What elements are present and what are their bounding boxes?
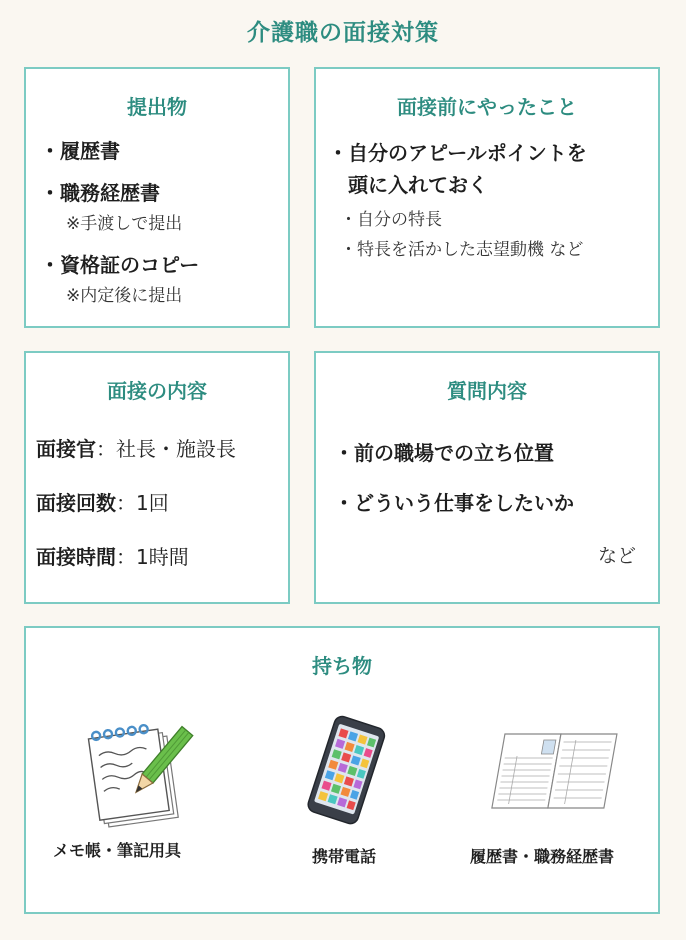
questions-card — [314, 351, 660, 604]
interview-row-duration — [36, 541, 189, 570]
questions-etc: など — [597, 545, 636, 567]
preparation-sub-motivation: ・特長を活かした志望動機 など — [340, 240, 584, 260]
belongings-label-notepad: メモ帳・筆記用具 — [52, 841, 181, 860]
interview-value-duration: ：1時間 — [116, 545, 189, 569]
interview-row-count — [36, 487, 169, 516]
belongings-title: 持ち物 — [312, 654, 372, 678]
submission-title: 提出物 — [127, 95, 187, 119]
submission-card — [24, 67, 290, 328]
preparation-sub-strength: ・自分の特長 — [340, 210, 442, 230]
interview-key-interviewer: 面接官 — [36, 437, 96, 461]
submission-note-after-offer: ※内定後に提出 — [66, 286, 183, 306]
interview-value-count: ：1回 — [116, 491, 169, 515]
interview-key-duration: 面接時間 — [36, 545, 116, 569]
question-item-position: ・前の職場での立ち位置 — [334, 441, 554, 465]
belongings-label-resume: 履歴書・職務経歴書 — [469, 847, 614, 866]
submission-item-resume: ・履歴書 — [40, 139, 120, 163]
submission-item-certificate-copy: ・資格証のコピー — [40, 253, 200, 277]
submission-note-hand-deliver: ※手渡しで提出 — [66, 214, 183, 234]
submission-item-career-history: ・職務経歴書 — [40, 181, 160, 205]
preparation-main-line1: ・自分のアピールポイントを — [328, 141, 587, 165]
preparation-card — [314, 67, 660, 328]
question-item-desired-work: ・どういう仕事をしたいか — [334, 491, 574, 515]
interview-title: 面接の内容 — [107, 379, 207, 403]
interview-value-interviewer: ：社長・施設長 — [96, 437, 236, 461]
questions-title: 質問内容 — [447, 379, 527, 403]
notepad-pencil-icon — [86, 720, 196, 830]
smartphone-icon — [296, 716, 396, 826]
belongings-label-phone: 携帯電話 — [311, 847, 376, 866]
resume-document-icon — [486, 728, 616, 818]
preparation-main-line2: 頭に入れておく — [348, 173, 488, 197]
belongings-card — [24, 626, 660, 914]
interview-row-interviewer — [36, 433, 236, 462]
page-title: 介護職の面接対策 — [247, 20, 439, 46]
interview-card — [24, 351, 290, 604]
interview-key-count: 面接回数 — [36, 491, 116, 515]
preparation-title: 面接前にやったこと — [397, 95, 577, 119]
